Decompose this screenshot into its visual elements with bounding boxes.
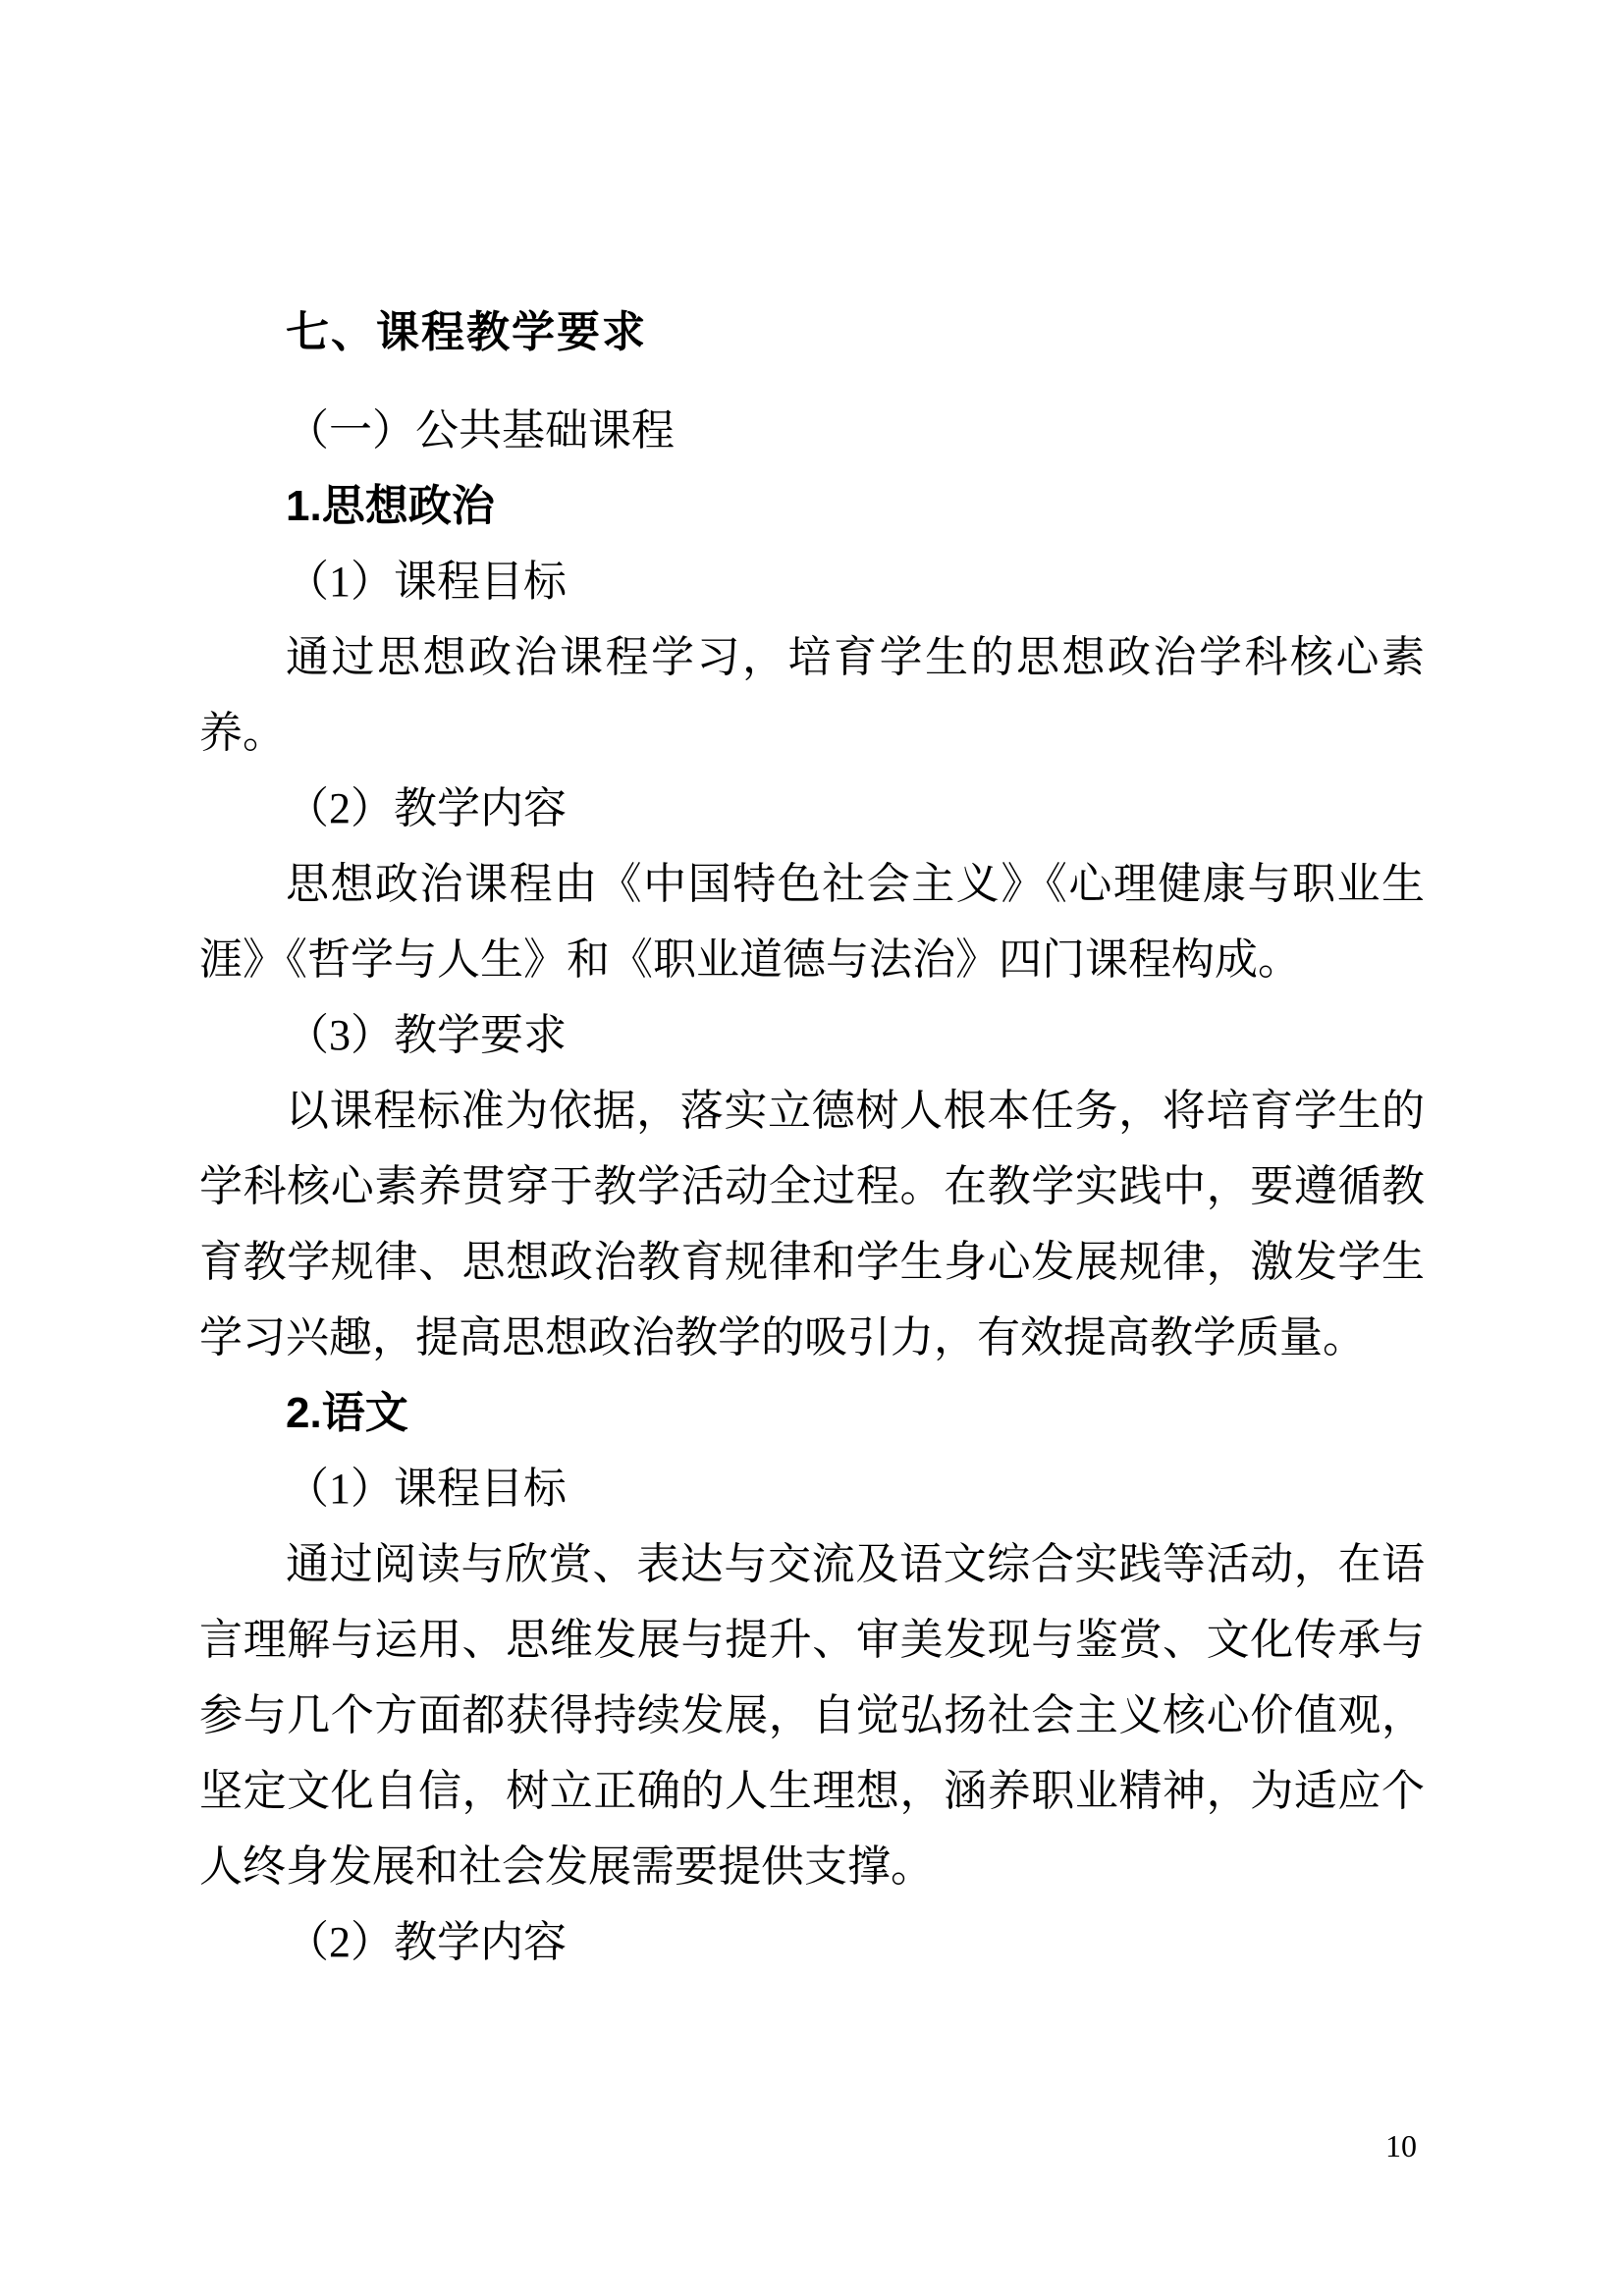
section-heading: 七、课程教学要求 <box>286 308 647 356</box>
item-heading-goal: （1）课程目标 <box>286 558 567 606</box>
item-heading-requirement: （3）教学要求 <box>286 1011 567 1059</box>
paragraph: 思想政治课程由《中国特色社会主义》《心理健康与职业生涯》《哲学与人生》和《职业道德与法治》四门课程构成。 <box>199 860 1425 984</box>
page-number: 10 <box>1385 2128 1417 2163</box>
subsection-heading: （一）公共基础课程 <box>286 406 675 454</box>
item-heading-goal: （1）课程目标 <box>286 1465 567 1513</box>
item-heading-content: （2）教学内容 <box>286 1918 567 1966</box>
paragraph: 通过阅读与欣赏、表达与交流及语文综合实践等活动，在语言理解与运用、思维发展与提升、审美发现与鉴赏、文化传承与参与几个方面都获得持续发展，自觉弘扬社会主义核心价值观，坚定文化自信，树立正确的人生理想，涵养职业精神，为适应个人终身发展和社会发展需要提供支撑。 <box>199 1540 1425 1891</box>
document-content <box>199 294 1425 1980</box>
paragraph: 以课程标准为依据，落实立德树人根本任务，将培育学生的学科核心素养贯穿于教学活动全过程。在教学实践中，要遵循教育教学规律、思想政治教育规律和学生身心发展规律，激发学生学习兴趣，提高思想政治教学的吸引力，有效提高教学质量。 <box>199 1087 1425 1362</box>
item-heading-content: （2）教学内容 <box>286 784 567 832</box>
course-heading-chinese: 2.语文 <box>286 1389 408 1437</box>
course-heading-ideology: 1.思想政治 <box>286 482 495 530</box>
paragraph: 通过思想政治课程学习，培育学生的思想政治学科核心素养。 <box>199 633 1425 757</box>
